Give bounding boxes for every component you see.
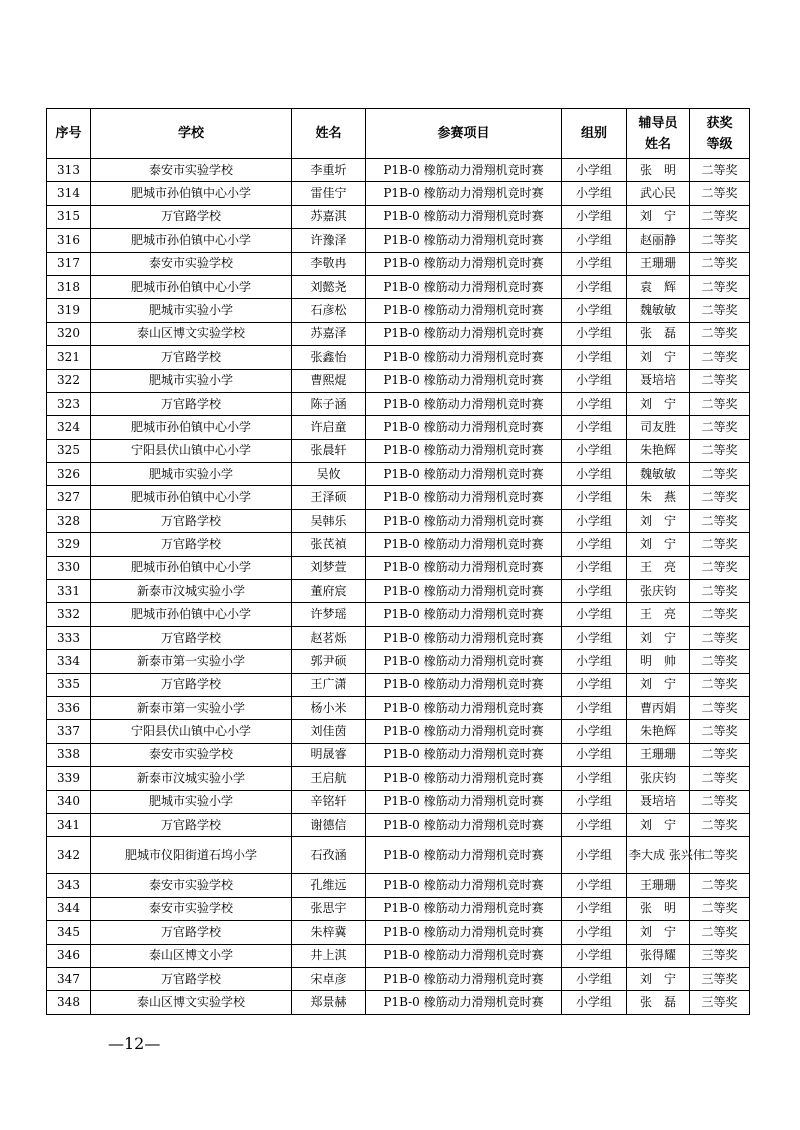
table-row [47, 967, 750, 990]
cell-name: 张思宇 [292, 897, 366, 920]
cell-advisor: 刘 宁 [627, 533, 690, 556]
cell-name: 辛铭轩 [292, 790, 366, 813]
cell-school: 泰安市实验学校 [91, 897, 292, 920]
cell-no: 332 [47, 603, 91, 626]
cell-no: 341 [47, 813, 91, 836]
header-group: 组别 [562, 109, 627, 159]
cell-group: 小学组 [562, 369, 627, 392]
table-row [47, 790, 750, 813]
cell-advisor: 张 磊 [627, 322, 690, 345]
cell-advisor: 张 明 [627, 897, 690, 920]
cell-no: 314 [47, 182, 91, 205]
cell-group: 小学组 [562, 696, 627, 719]
cell-school: 肥城市实验小学 [91, 299, 292, 322]
cell-group: 小学组 [562, 533, 627, 556]
table-row [47, 580, 750, 603]
cell-advisor: 朱 燕 [627, 486, 690, 509]
cell-event: P1B-0 橡筋动力滑翔机竞时赛 [366, 580, 562, 603]
cell-event: P1B-0 橡筋动力滑翔机竞时赛 [366, 790, 562, 813]
cell-school: 万官路学校 [91, 967, 292, 990]
cell-school: 肥城市孙伯镇中心小学 [91, 603, 292, 626]
cell-name: 王广潇 [292, 673, 366, 696]
cell-group: 小学组 [562, 275, 627, 298]
cell-school: 新泰市汶城实验小学 [91, 767, 292, 790]
table-row [47, 252, 750, 275]
cell-event: P1B-0 橡筋动力滑翔机竞时赛 [366, 439, 562, 462]
table-row [47, 696, 750, 719]
cell-group: 小学组 [562, 790, 627, 813]
cell-group: 小学组 [562, 921, 627, 944]
cell-advisor: 魏敏敏 [627, 299, 690, 322]
cell-name: 曹熙焜 [292, 369, 366, 392]
cell-award: 二等奖 [690, 580, 750, 603]
cell-no: 316 [47, 229, 91, 252]
cell-group: 小学组 [562, 626, 627, 649]
cell-group: 小学组 [562, 416, 627, 439]
cell-advisor: 刘 宁 [627, 967, 690, 990]
cell-group: 小学组 [562, 322, 627, 345]
cell-name: 宋卓彦 [292, 967, 366, 990]
table-row [47, 767, 750, 790]
cell-name: 朱梓冀 [292, 921, 366, 944]
cell-award: 二等奖 [690, 392, 750, 415]
cell-no: 322 [47, 369, 91, 392]
cell-name: 石孜涵 [292, 837, 366, 874]
table-row [47, 416, 750, 439]
cell-group: 小学组 [562, 205, 627, 228]
table-row [47, 991, 750, 1014]
cell-no: 340 [47, 790, 91, 813]
table-row [47, 509, 750, 532]
cell-name: 明晟睿 [292, 743, 366, 766]
cell-event: P1B-0 橡筋动力滑翔机竞时赛 [366, 159, 562, 182]
table-row [47, 673, 750, 696]
cell-school: 万官路学校 [91, 509, 292, 532]
header-event: 参赛项目 [366, 109, 562, 159]
table-body [47, 159, 750, 1015]
cell-no: 338 [47, 743, 91, 766]
cell-advisor: 刘 宁 [627, 205, 690, 228]
cell-award: 二等奖 [690, 556, 750, 579]
cell-event: P1B-0 橡筋动力滑翔机竞时赛 [366, 486, 562, 509]
cell-school: 肥城市孙伯镇中心小学 [91, 229, 292, 252]
cell-event: P1B-0 橡筋动力滑翔机竞时赛 [366, 767, 562, 790]
cell-name: 苏嘉淇 [292, 205, 366, 228]
table-row [47, 650, 750, 673]
table-row [47, 439, 750, 462]
cell-advisor: 刘 宁 [627, 673, 690, 696]
cell-group: 小学组 [562, 486, 627, 509]
cell-name: 王启航 [292, 767, 366, 790]
cell-advisor: 袁 辉 [627, 275, 690, 298]
cell-event: P1B-0 橡筋动力滑翔机竞时赛 [366, 944, 562, 967]
cell-school: 万官路学校 [91, 626, 292, 649]
table-row [47, 533, 750, 556]
cell-no: 347 [47, 967, 91, 990]
cell-no: 333 [47, 626, 91, 649]
cell-award: 二等奖 [690, 463, 750, 486]
table-row [47, 463, 750, 486]
cell-school: 肥城市实验小学 [91, 790, 292, 813]
cell-name: 许启童 [292, 416, 366, 439]
cell-advisor: 王 亮 [627, 603, 690, 626]
cell-event: P1B-0 橡筋动力滑翔机竞时赛 [366, 346, 562, 369]
cell-advisor: 赵丽静 [627, 229, 690, 252]
cell-school: 万官路学校 [91, 921, 292, 944]
cell-advisor: 朱艳辉 [627, 720, 690, 743]
table-row [47, 369, 750, 392]
cell-group: 小学组 [562, 874, 627, 897]
cell-event: P1B-0 橡筋动力滑翔机竞时赛 [366, 603, 562, 626]
table-row [47, 205, 750, 228]
page-number: —12— [108, 1034, 161, 1053]
cell-award: 二等奖 [690, 874, 750, 897]
cell-event: P1B-0 橡筋动力滑翔机竞时赛 [366, 743, 562, 766]
cell-advisor: 王珊珊 [627, 252, 690, 275]
cell-name: 李敬冉 [292, 252, 366, 275]
cell-award: 二等奖 [690, 696, 750, 719]
table-row [47, 743, 750, 766]
cell-name: 谢德信 [292, 813, 366, 836]
cell-school: 肥城市孙伯镇中心小学 [91, 416, 292, 439]
cell-no: 323 [47, 392, 91, 415]
cell-no: 336 [47, 696, 91, 719]
cell-no: 320 [47, 322, 91, 345]
cell-award: 二等奖 [690, 299, 750, 322]
cell-advisor: 曹丙娟 [627, 696, 690, 719]
cell-school: 肥城市孙伯镇中心小学 [91, 486, 292, 509]
cell-school: 宁阳县伏山镇中心小学 [91, 720, 292, 743]
cell-group: 小学组 [562, 944, 627, 967]
cell-name: 陈子涵 [292, 392, 366, 415]
cell-name: 雷佳宁 [292, 182, 366, 205]
table-row [47, 944, 750, 967]
cell-no: 334 [47, 650, 91, 673]
cell-school: 新泰市汶城实验小学 [91, 580, 292, 603]
cell-name: 刘佳茵 [292, 720, 366, 743]
cell-advisor: 张 磊 [627, 991, 690, 1014]
cell-no: 329 [47, 533, 91, 556]
cell-event: P1B-0 橡筋动力滑翔机竞时赛 [366, 673, 562, 696]
cell-school: 泰山区博文实验学校 [91, 991, 292, 1014]
cell-school: 泰安市实验学校 [91, 743, 292, 766]
cell-award: 三等奖 [690, 944, 750, 967]
cell-school: 泰山区博文小学 [91, 944, 292, 967]
cell-award: 二等奖 [690, 509, 750, 532]
cell-group: 小学组 [562, 182, 627, 205]
cell-school: 万官路学校 [91, 673, 292, 696]
cell-group: 小学组 [562, 509, 627, 532]
table-row [47, 392, 750, 415]
cell-group: 小学组 [562, 229, 627, 252]
table-row [47, 159, 750, 182]
cell-award: 二等奖 [690, 837, 750, 874]
table-row [47, 346, 750, 369]
cell-award: 二等奖 [690, 205, 750, 228]
cell-advisor: 魏敏敏 [627, 463, 690, 486]
cell-event: P1B-0 橡筋动力滑翔机竞时赛 [366, 299, 562, 322]
cell-no: 325 [47, 439, 91, 462]
cell-award: 二等奖 [690, 650, 750, 673]
cell-award: 二等奖 [690, 322, 750, 345]
cell-no: 337 [47, 720, 91, 743]
table-row [47, 626, 750, 649]
cell-award: 二等奖 [690, 416, 750, 439]
cell-award: 三等奖 [690, 967, 750, 990]
cell-group: 小学组 [562, 743, 627, 766]
cell-name: 王泽硕 [292, 486, 366, 509]
cell-award: 二等奖 [690, 921, 750, 944]
cell-no: 344 [47, 897, 91, 920]
cell-event: P1B-0 橡筋动力滑翔机竞时赛 [366, 921, 562, 944]
cell-school: 万官路学校 [91, 392, 292, 415]
cell-event: P1B-0 橡筋动力滑翔机竞时赛 [366, 874, 562, 897]
cell-advisor: 刘 宁 [627, 346, 690, 369]
cell-name: 张芪禎 [292, 533, 366, 556]
cell-name: 赵茗烁 [292, 626, 366, 649]
cell-award: 二等奖 [690, 182, 750, 205]
table-row [47, 229, 750, 252]
cell-event: P1B-0 橡筋动力滑翔机竞时赛 [366, 463, 562, 486]
cell-event: P1B-0 橡筋动力滑翔机竞时赛 [366, 837, 562, 874]
cell-advisor: 张庆钧 [627, 580, 690, 603]
cell-event: P1B-0 橡筋动力滑翔机竞时赛 [366, 252, 562, 275]
cell-award: 二等奖 [690, 673, 750, 696]
cell-advisor: 刘 宁 [627, 626, 690, 649]
cell-group: 小学组 [562, 439, 627, 462]
cell-name: 苏嘉泽 [292, 322, 366, 345]
cell-school: 肥城市仪阳街道石坞小学 [91, 837, 292, 874]
cell-name: 张鑫怡 [292, 346, 366, 369]
cell-no: 321 [47, 346, 91, 369]
cell-group: 小学组 [562, 252, 627, 275]
cell-group: 小学组 [562, 580, 627, 603]
cell-award: 二等奖 [690, 533, 750, 556]
cell-name: 孔维远 [292, 874, 366, 897]
cell-advisor: 王 亮 [627, 556, 690, 579]
cell-no: 345 [47, 921, 91, 944]
cell-no: 319 [47, 299, 91, 322]
cell-event: P1B-0 橡筋动力滑翔机竞时赛 [366, 626, 562, 649]
cell-no: 342 [47, 837, 91, 874]
table-row [47, 299, 750, 322]
cell-school: 肥城市孙伯镇中心小学 [91, 182, 292, 205]
cell-name: 许梦瑶 [292, 603, 366, 626]
cell-no: 326 [47, 463, 91, 486]
cell-award: 二等奖 [690, 626, 750, 649]
cell-award: 二等奖 [690, 275, 750, 298]
cell-award: 二等奖 [690, 369, 750, 392]
cell-no: 327 [47, 486, 91, 509]
cell-group: 小学组 [562, 650, 627, 673]
table-header-row [47, 109, 750, 159]
cell-award: 二等奖 [690, 603, 750, 626]
cell-event: P1B-0 橡筋动力滑翔机竞时赛 [366, 991, 562, 1014]
cell-group: 小学组 [562, 991, 627, 1014]
cell-event: P1B-0 橡筋动力滑翔机竞时赛 [366, 556, 562, 579]
cell-no: 328 [47, 509, 91, 532]
cell-no: 348 [47, 991, 91, 1014]
cell-advisor: 聂培培 [627, 790, 690, 813]
cell-advisor: 王珊珊 [627, 743, 690, 766]
table-row [47, 837, 750, 874]
cell-group: 小学组 [562, 463, 627, 486]
cell-event: P1B-0 橡筋动力滑翔机竞时赛 [366, 897, 562, 920]
cell-award: 二等奖 [690, 767, 750, 790]
table-row [47, 813, 750, 836]
table-row [47, 921, 750, 944]
cell-school: 万官路学校 [91, 346, 292, 369]
cell-award: 三等奖 [690, 991, 750, 1014]
cell-advisor: 司友胜 [627, 416, 690, 439]
cell-advisor: 聂培培 [627, 369, 690, 392]
cell-event: P1B-0 橡筋动力滑翔机竞时赛 [366, 229, 562, 252]
cell-event: P1B-0 橡筋动力滑翔机竞时赛 [366, 696, 562, 719]
cell-school: 肥城市孙伯镇中心小学 [91, 275, 292, 298]
cell-name: 井上淇 [292, 944, 366, 967]
cell-advisor: 刘 宁 [627, 392, 690, 415]
table-row [47, 874, 750, 897]
cell-event: P1B-0 橡筋动力滑翔机竞时赛 [366, 967, 562, 990]
cell-event: P1B-0 橡筋动力滑翔机竞时赛 [366, 533, 562, 556]
cell-group: 小学组 [562, 897, 627, 920]
cell-no: 346 [47, 944, 91, 967]
cell-group: 小学组 [562, 673, 627, 696]
cell-event: P1B-0 橡筋动力滑翔机竞时赛 [366, 205, 562, 228]
cell-school: 肥城市孙伯镇中心小学 [91, 556, 292, 579]
cell-group: 小学组 [562, 767, 627, 790]
cell-name: 杨小米 [292, 696, 366, 719]
cell-award: 二等奖 [690, 486, 750, 509]
cell-school: 泰山区博文实验学校 [91, 322, 292, 345]
cell-group: 小学组 [562, 159, 627, 182]
cell-event: P1B-0 橡筋动力滑翔机竞时赛 [366, 369, 562, 392]
cell-no: 318 [47, 275, 91, 298]
cell-school: 泰安市实验学校 [91, 874, 292, 897]
cell-name: 吴攸 [292, 463, 366, 486]
cell-event: P1B-0 橡筋动力滑翔机竞时赛 [366, 720, 562, 743]
cell-name: 石彦松 [292, 299, 366, 322]
header-award: 获奖 等级 [690, 109, 750, 159]
cell-name: 郑景赫 [292, 991, 366, 1014]
cell-advisor: 李大成 张兴伟 [627, 837, 690, 874]
table-row [47, 556, 750, 579]
cell-no: 339 [47, 767, 91, 790]
cell-award: 二等奖 [690, 439, 750, 462]
header-advisor: 辅导员 姓名 [627, 109, 690, 159]
cell-award: 二等奖 [690, 252, 750, 275]
cell-advisor: 刘 宁 [627, 813, 690, 836]
cell-advisor: 张庆钧 [627, 767, 690, 790]
cell-advisor: 刘 宁 [627, 509, 690, 532]
cell-event: P1B-0 橡筋动力滑翔机竞时赛 [366, 509, 562, 532]
cell-no: 331 [47, 580, 91, 603]
cell-advisor: 武心民 [627, 182, 690, 205]
cell-school: 宁阳县伏山镇中心小学 [91, 439, 292, 462]
cell-group: 小学组 [562, 556, 627, 579]
cell-school: 泰安市实验学校 [91, 252, 292, 275]
table-row [47, 182, 750, 205]
cell-no: 343 [47, 874, 91, 897]
cell-school: 肥城市实验小学 [91, 463, 292, 486]
header-school: 学校 [91, 109, 292, 159]
cell-award: 二等奖 [690, 790, 750, 813]
cell-no: 330 [47, 556, 91, 579]
table-row [47, 322, 750, 345]
cell-group: 小学组 [562, 346, 627, 369]
cell-school: 新泰市第一实验小学 [91, 650, 292, 673]
cell-no: 324 [47, 416, 91, 439]
cell-no: 313 [47, 159, 91, 182]
header-no: 序号 [47, 109, 91, 159]
cell-event: P1B-0 橡筋动力滑翔机竞时赛 [366, 416, 562, 439]
cell-group: 小学组 [562, 813, 627, 836]
cell-group: 小学组 [562, 603, 627, 626]
cell-advisor: 朱艳辉 [627, 439, 690, 462]
cell-award: 二等奖 [690, 720, 750, 743]
table-row [47, 603, 750, 626]
table-row [47, 720, 750, 743]
table-row [47, 275, 750, 298]
cell-award: 二等奖 [690, 346, 750, 369]
cell-name: 吴韩乐 [292, 509, 366, 532]
cell-school: 肥城市实验小学 [91, 369, 292, 392]
awards-table [46, 108, 750, 1015]
cell-name: 刘梦萱 [292, 556, 366, 579]
table-row [47, 897, 750, 920]
cell-award: 二等奖 [690, 897, 750, 920]
header-name: 姓名 [292, 109, 366, 159]
table-row [47, 486, 750, 509]
cell-name: 刘懿尧 [292, 275, 366, 298]
cell-event: P1B-0 橡筋动力滑翔机竞时赛 [366, 392, 562, 415]
cell-advisor: 刘 宁 [627, 921, 690, 944]
cell-event: P1B-0 橡筋动力滑翔机竞时赛 [366, 275, 562, 298]
cell-name: 郭尹硕 [292, 650, 366, 673]
cell-event: P1B-0 橡筋动力滑翔机竞时赛 [366, 322, 562, 345]
cell-school: 新泰市第一实验小学 [91, 696, 292, 719]
cell-school: 万官路学校 [91, 533, 292, 556]
cell-school: 万官路学校 [91, 205, 292, 228]
cell-group: 小学组 [562, 299, 627, 322]
cell-award: 二等奖 [690, 743, 750, 766]
cell-name: 许豫泽 [292, 229, 366, 252]
cell-no: 315 [47, 205, 91, 228]
cell-school: 万官路学校 [91, 813, 292, 836]
cell-event: P1B-0 橡筋动力滑翔机竞时赛 [366, 182, 562, 205]
cell-advisor: 张得耀 [627, 944, 690, 967]
cell-group: 小学组 [562, 837, 627, 874]
cell-name: 董府宸 [292, 580, 366, 603]
cell-award: 二等奖 [690, 813, 750, 836]
cell-award: 二等奖 [690, 159, 750, 182]
cell-group: 小学组 [562, 392, 627, 415]
cell-name: 李重圻 [292, 159, 366, 182]
cell-advisor: 张 明 [627, 159, 690, 182]
cell-advisor: 王珊珊 [627, 874, 690, 897]
cell-group: 小学组 [562, 967, 627, 990]
cell-event: P1B-0 橡筋动力滑翔机竞时赛 [366, 650, 562, 673]
cell-award: 二等奖 [690, 229, 750, 252]
cell-name: 张晨轩 [292, 439, 366, 462]
cell-advisor: 明 帅 [627, 650, 690, 673]
cell-event: P1B-0 橡筋动力滑翔机竞时赛 [366, 813, 562, 836]
cell-no: 335 [47, 673, 91, 696]
cell-school: 泰安市实验学校 [91, 159, 292, 182]
cell-no: 317 [47, 252, 91, 275]
cell-group: 小学组 [562, 720, 627, 743]
